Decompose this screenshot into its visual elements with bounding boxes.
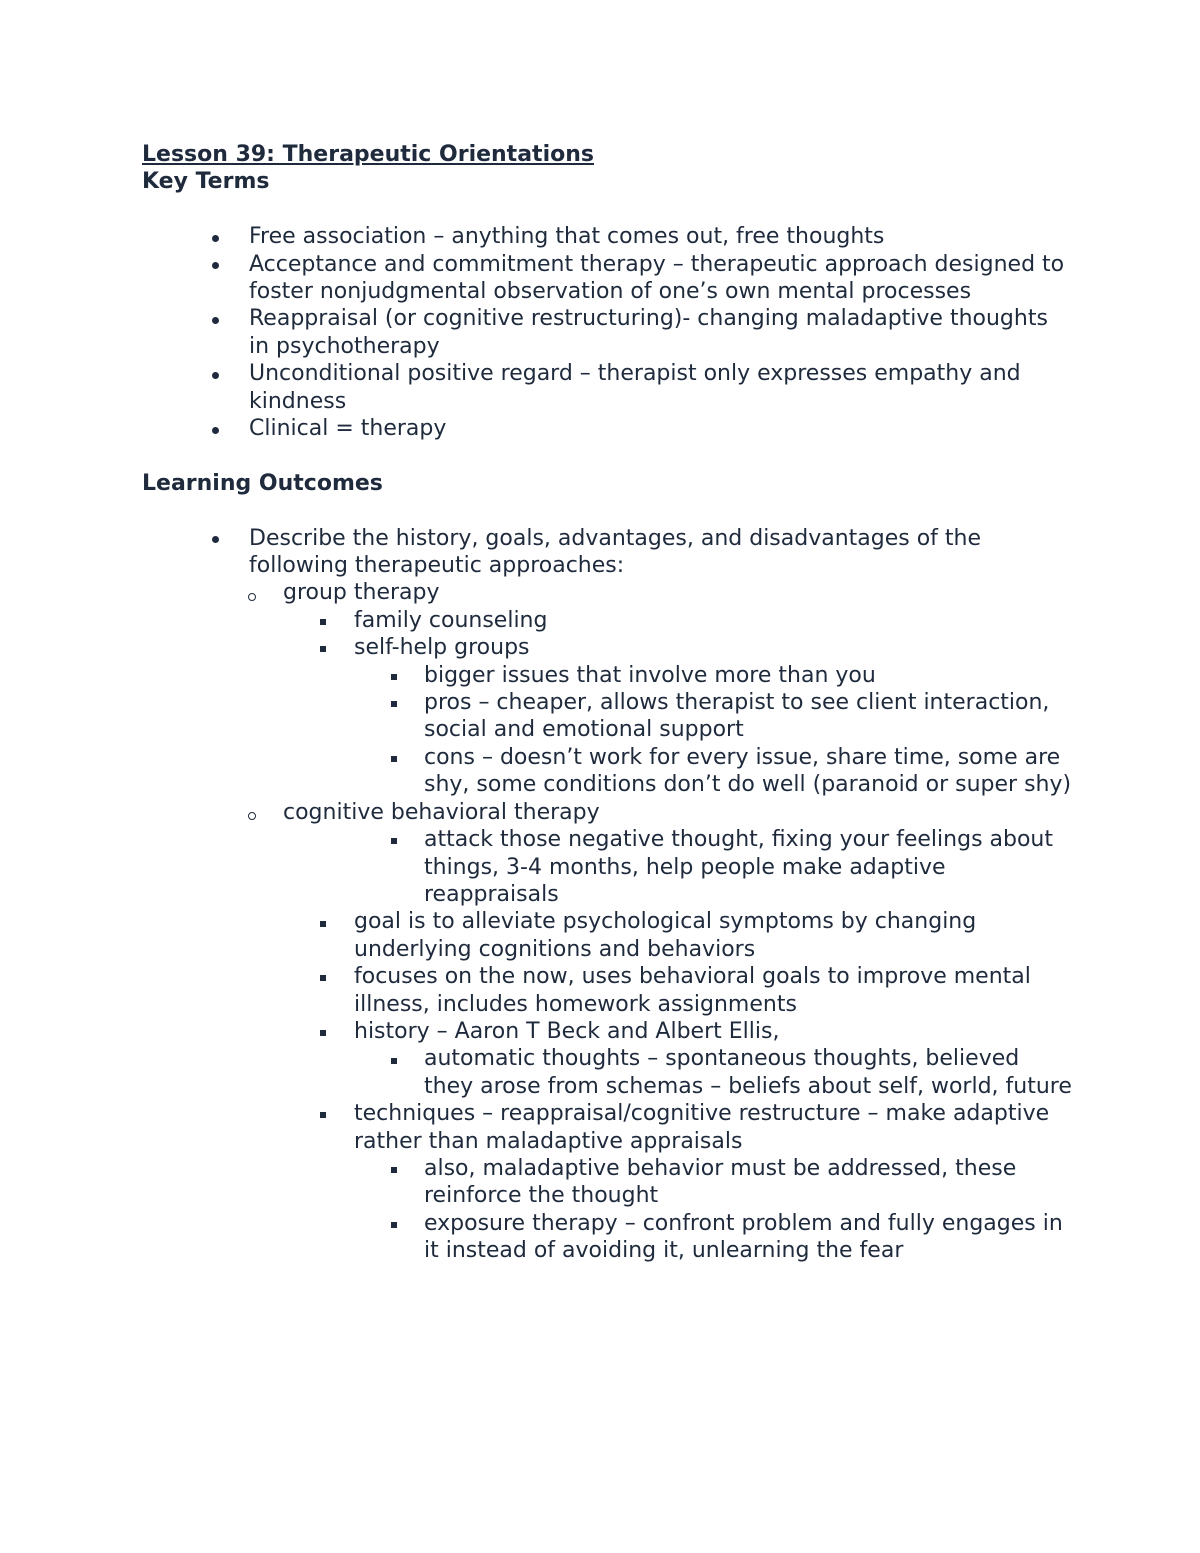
list-item-group-therapy: group therapy: [142, 579, 1072, 606]
bullet-square-icon: [391, 1155, 397, 1182]
bullet-dot-icon: [212, 223, 219, 250]
key-terms-heading: Key Terms: [142, 169, 270, 195]
list-item: self-help groups: [142, 634, 1072, 661]
bullet-square-icon: [320, 607, 326, 634]
list-item: exposure therapy – confront problem and fully engages in it instead of avoiding it, unlearning the fear: [142, 1210, 1072, 1265]
key-terms-list: [142, 223, 1072, 442]
bullet-square-icon: [391, 689, 397, 716]
bullet-square-icon: [320, 634, 326, 661]
bullet-square-icon: [320, 1100, 326, 1127]
list-item: pros – cheaper, allows therapist to see client interaction, social and emotional support: [142, 689, 1072, 744]
list-item-cbt: cognitive behavioral therapy: [142, 799, 1072, 826]
bullet-dot-icon: [212, 360, 219, 387]
list-item: Free association – anything that comes out, free thoughts: [142, 223, 1072, 250]
list-item: goal is to alleviate psychological symptoms by changing underlying cognitions and behaviors: [142, 908, 1072, 963]
bullet-dot-icon: [212, 305, 219, 332]
bullet-circle-icon: [248, 799, 256, 826]
bullet-circle-icon: [248, 579, 256, 606]
learning-outcomes-list: [142, 525, 1072, 1265]
bullet-square-icon: [391, 826, 397, 853]
bullet-square-icon: [391, 744, 397, 771]
list-item: techniques – reappraisal/cognitive restructure – make adaptive rather than maladaptive appraisals: [142, 1100, 1072, 1155]
list-item: history – Aaron T Beck and Albert Ellis,: [142, 1018, 1072, 1045]
bullet-dot-icon: [212, 415, 219, 442]
list-item: automatic thoughts – spontaneous thoughts, believed they arose from schemas – beliefs about self, world, future: [142, 1045, 1072, 1100]
bullet-square-icon: [320, 963, 326, 990]
list-item: Reappraisal (or cognitive restructuring)- changing maladaptive thoughts in psychotherapy: [142, 305, 1072, 360]
list-item: Clinical = therapy: [142, 415, 1072, 442]
bullet-square-icon: [320, 908, 326, 935]
list-item: bigger issues that involve more than you: [142, 662, 1072, 689]
document-title: Lesson 39: Therapeutic Orientations: [142, 142, 594, 167]
document-page: [142, 141, 1072, 1265]
bullet-square-icon: [391, 1210, 397, 1237]
learning-outcomes-heading: Learning Outcomes: [142, 470, 383, 496]
list-item: family counseling: [142, 607, 1072, 634]
list-item: cons – doesn’t work for every issue, share time, some are shy, some conditions don’t do well (paranoid or super shy): [142, 744, 1072, 799]
list-item: attack those negative thought, fixing your feelings about things, 3-4 months, help people make adaptive reappraisals: [142, 826, 1072, 908]
bullet-dot-icon: [212, 251, 219, 278]
list-item: also, maladaptive behavior must be addressed, these reinforce the thought: [142, 1155, 1072, 1210]
list-item: focuses on the now, uses behavioral goals to improve mental illness, includes homework assignments: [142, 963, 1072, 1018]
list-item: Acceptance and commitment therapy – therapeutic approach designed to foster nonjudgmental observation of one’s own mental processes: [142, 251, 1072, 306]
bullet-square-icon: [320, 1018, 326, 1045]
bullet-square-icon: [391, 1045, 397, 1072]
list-item: Describe the history, goals, advantages, and disadvantages of the following therapeutic approaches:: [142, 525, 1072, 580]
list-item: Unconditional positive regard – therapist only expresses empathy and kindness: [142, 360, 1072, 415]
bullet-dot-icon: [212, 525, 219, 552]
bullet-square-icon: [391, 662, 397, 689]
